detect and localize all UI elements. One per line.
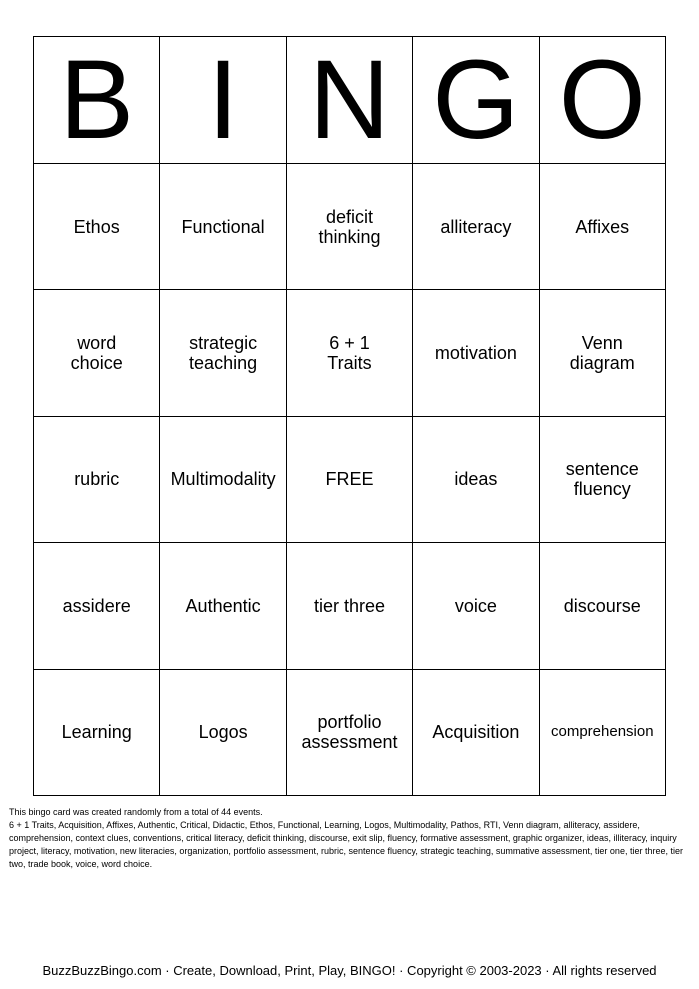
header-letter-b: B xyxy=(34,37,160,164)
bingo-header-row xyxy=(34,37,666,164)
bingo-cell: 6 + 1 Traits xyxy=(286,290,412,416)
footnote-events-list: 6 + 1 Traits, Acquisition, Affixes, Authentic, Critical, Didactic, Ethos, Functional, Learning, Logos, Multimodality, Pathos, RTI, Venn diagram, alliteracy, assidere, comprehension, context clues, conventions, critical literacy, deficit thinking, discourse, exit slip, fluency, formative assessment, graphic organizer, ideas, illiteracy, inquiry project, literacy, motivation, new literacies, organization, portfolio assessment, rubric, sentence fluency, strategic teaching, summative assessment, tier one, tier three, tier two, trade book, voice, word choice. xyxy=(9,820,683,869)
bingo-cell: Learning xyxy=(34,669,160,795)
bingo-cell: deficit thinking xyxy=(286,164,412,290)
bingo-cell: sentence fluency xyxy=(539,416,665,542)
bingo-cell: rubric xyxy=(34,416,160,542)
events-footnote xyxy=(9,806,693,871)
bingo-cell: strategic teaching xyxy=(160,290,286,416)
bingo-cell: motivation xyxy=(413,290,539,416)
bingo-cell: Ethos xyxy=(34,164,160,290)
bingo-cell: Functional xyxy=(160,164,286,290)
bingo-cell: voice xyxy=(413,543,539,669)
bingo-cell: Multimodality xyxy=(160,416,286,542)
bingo-row xyxy=(34,543,666,669)
bingo-row xyxy=(34,669,666,795)
bingo-cell: word choice xyxy=(34,290,160,416)
bingo-cell: ideas xyxy=(413,416,539,542)
bingo-cell: Affixes xyxy=(539,164,665,290)
footnote-summary: This bingo card was created randomly from a total of 44 events. xyxy=(9,807,263,817)
bingo-cell: discourse xyxy=(539,543,665,669)
site-footer: BuzzBuzzBingo.com · Create, Download, Print, Play, BINGO! · Copyright © 2003-2023 · All rights reserved xyxy=(42,963,657,978)
bingo-cell: tier three xyxy=(286,543,412,669)
free-space-cell: FREE xyxy=(286,416,412,542)
header-letter-n: N xyxy=(286,37,412,164)
header-letter-g: G xyxy=(413,37,539,164)
header-letter-i: I xyxy=(160,37,286,164)
bingo-cell: alliteracy xyxy=(413,164,539,290)
header-letter-o: O xyxy=(539,37,665,164)
bingo-row xyxy=(34,416,666,542)
bingo-cell: Acquisition xyxy=(413,669,539,795)
bingo-card xyxy=(33,36,666,796)
bingo-row xyxy=(34,290,666,416)
bingo-row xyxy=(34,164,666,290)
bingo-cell: Venn diagram xyxy=(539,290,665,416)
bingo-cell: Authentic xyxy=(160,543,286,669)
bingo-cell: Logos xyxy=(160,669,286,795)
bingo-cell: assidere xyxy=(34,543,160,669)
bingo-cell: comprehension xyxy=(539,669,665,795)
bingo-cell: portfolio assessment xyxy=(286,669,412,795)
